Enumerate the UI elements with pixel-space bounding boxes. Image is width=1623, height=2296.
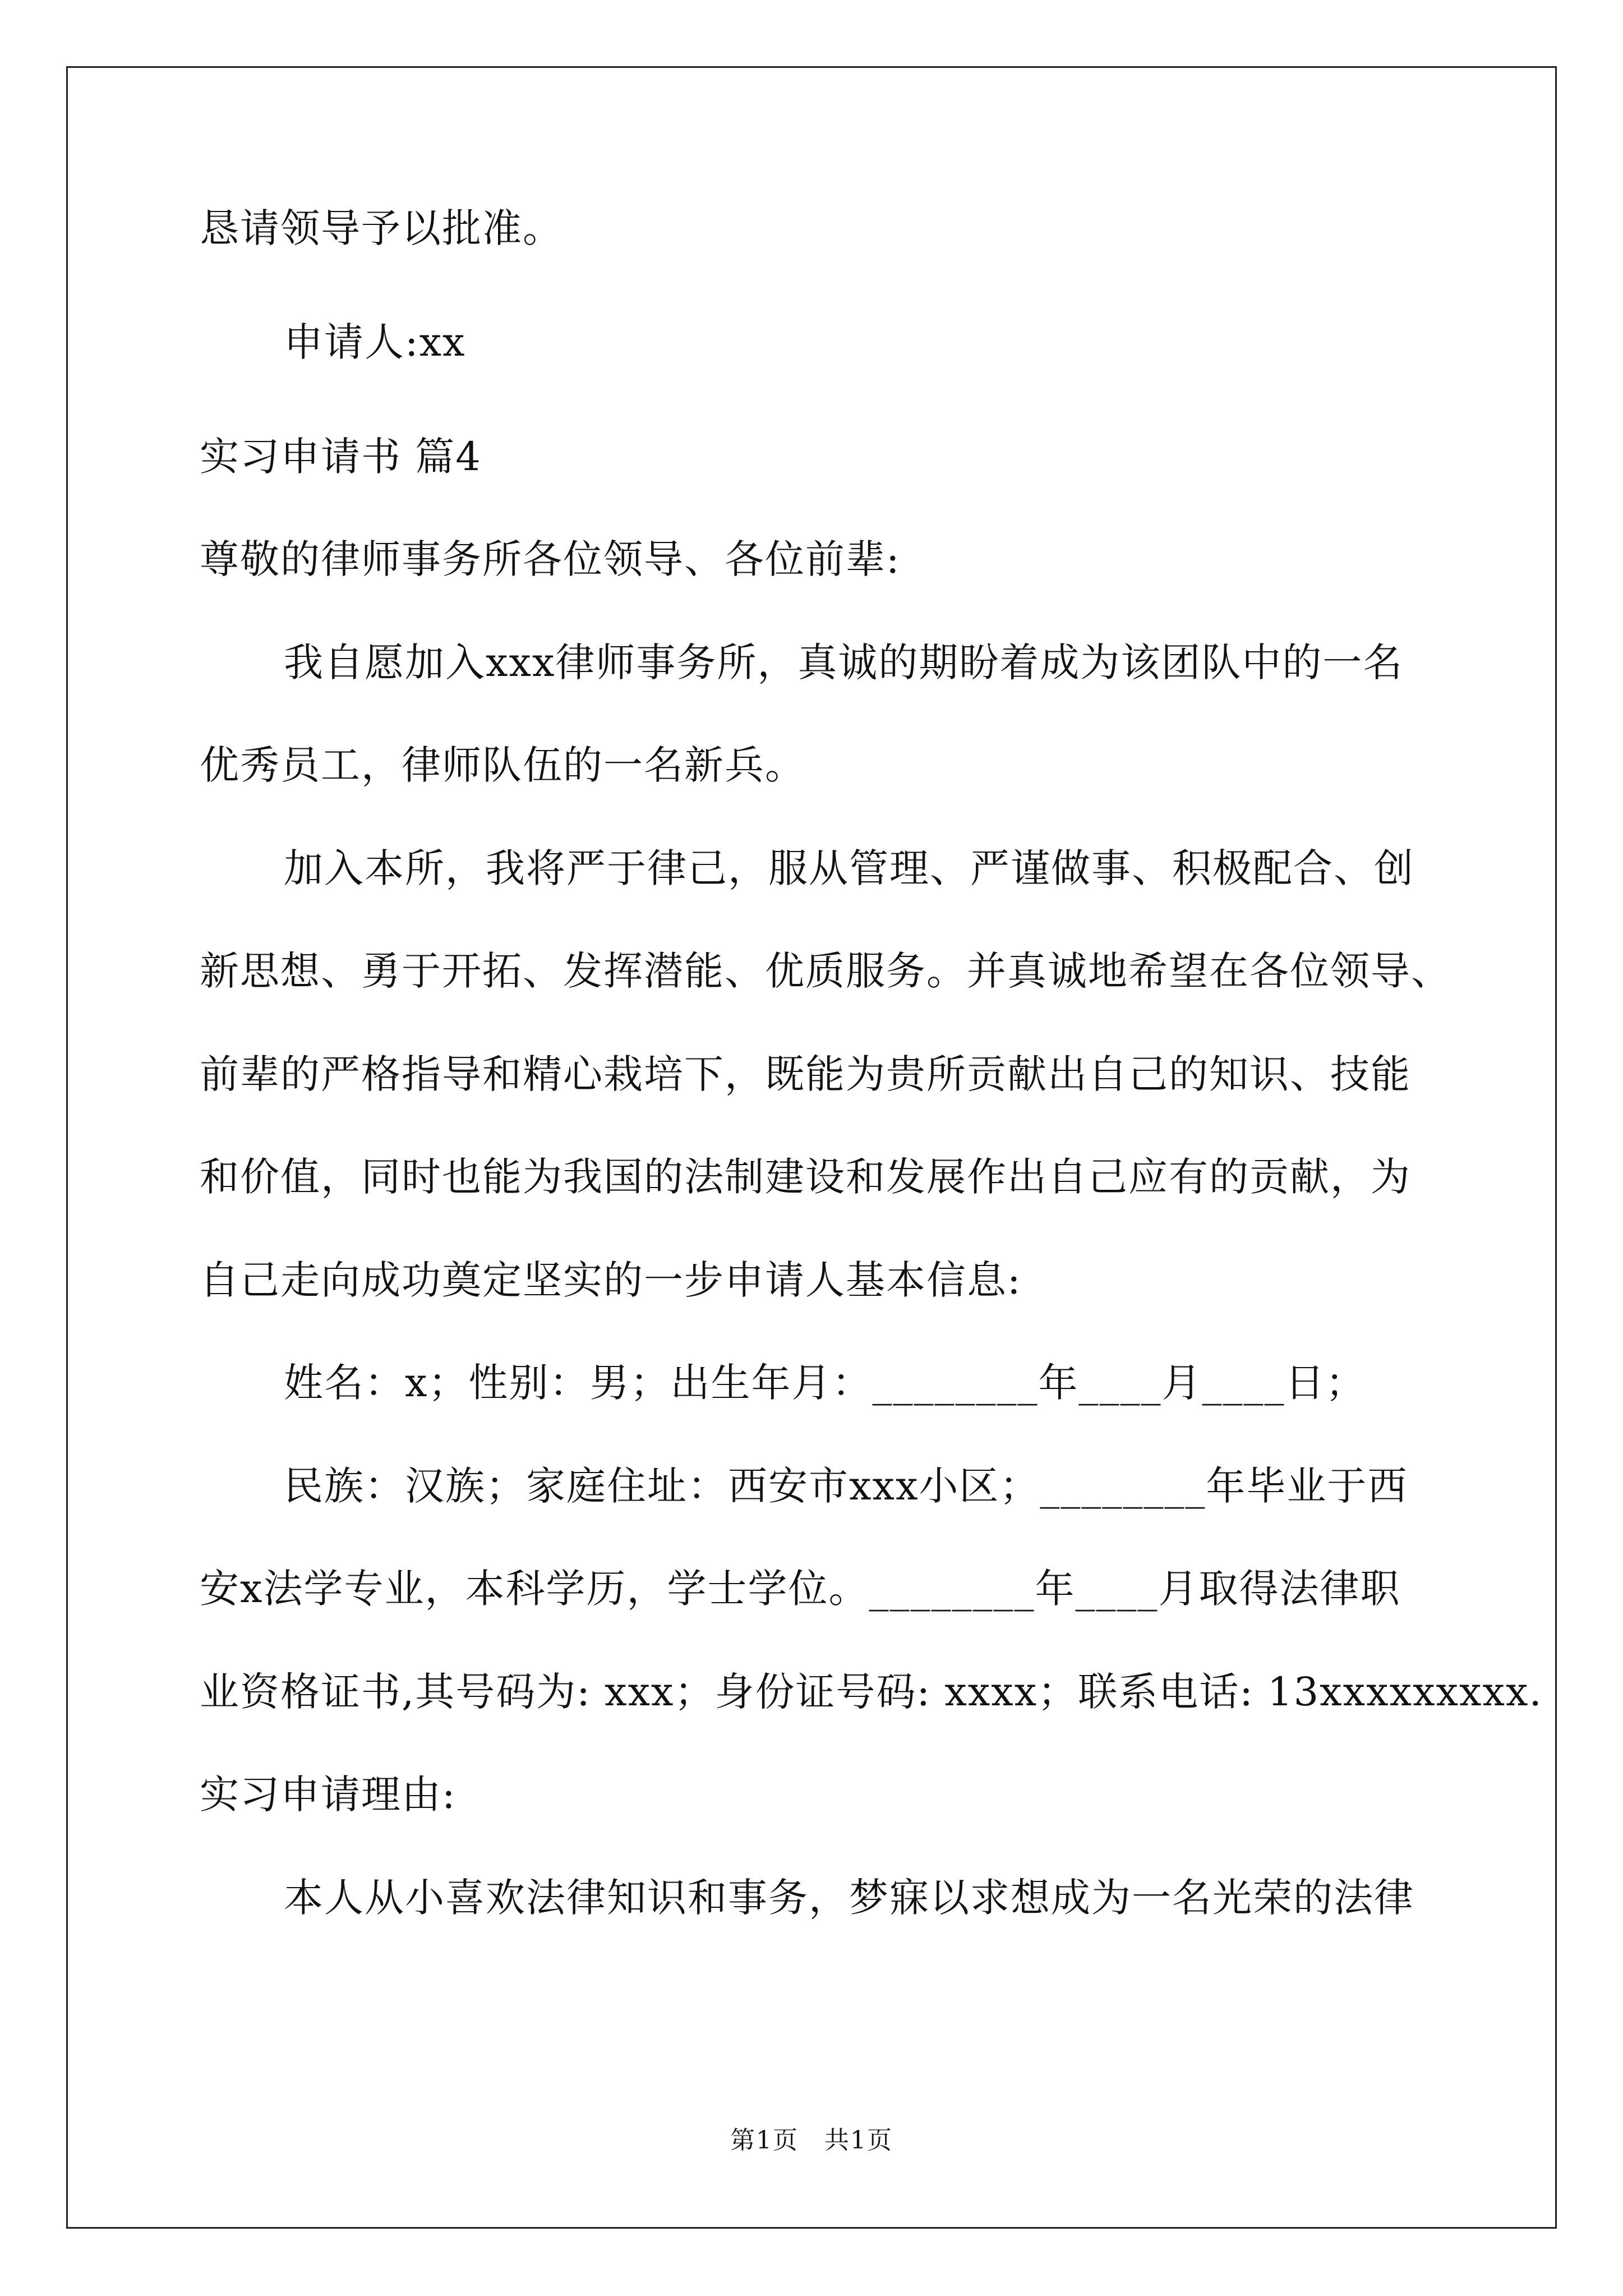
text-line-applicant: 申请人:xx: [284, 319, 466, 365]
text-line-commitment-4: 和价值，同时也能为我国的法制建设和发展作出自己应有的贡献，为: [200, 1154, 1411, 1200]
text-line-commitment-1: 加入本所，我将严于律己，服从管理、严谨做事、积极配合、创: [284, 845, 1414, 891]
text-line-commitment-2: 新思想、勇于开拓、发挥潜能、优质服务。并真诚地希望在各位领导、: [200, 948, 1451, 994]
text-line-education: 安x法学专业，本科学历，学士学位。________年____月取得法律职: [200, 1566, 1401, 1612]
section-heading-reason: 实习申请理由:: [200, 1772, 457, 1818]
text-line-commitment-5: 自己走向成功奠定坚实的一步申请人基本信息:: [200, 1257, 1022, 1303]
text-line-reason-1: 本人从小喜欢法律知识和事务，梦寐以求想成为一名光荣的法律: [284, 1875, 1414, 1921]
text-line-intro-1: 我自愿加入xxx律师事务所，真诚的期盼着成为该团队中的一名: [284, 639, 1404, 685]
text-line-personal-info: 姓名：x；性别：男；出生年月：________年____月____日；: [284, 1360, 1366, 1406]
section-heading: 实习申请书 篇4: [200, 434, 482, 480]
text-line-intro-2: 优秀员工，律师队伍的一名新兵。: [200, 742, 805, 788]
text-line-approval-request: 恳请领导予以批准。: [200, 205, 563, 251]
text-line-ethnicity-address: 民族：汉族；家庭住址：西安市xxx小区；________年毕业于西: [284, 1463, 1408, 1509]
text-line-commitment-3: 前辈的严格指导和精心栽培下，既能为贵所贡献出自己的知识、技能: [200, 1051, 1411, 1097]
text-line-certificate-contact: 业资格证书,其号码为: xxx；身份证号码: xxxx；联系电话: 13xxxxxxxxx.: [200, 1669, 1543, 1715]
page-number: 第1页 共1页: [730, 2126, 893, 2155]
salutation: 尊敬的律师事务所各位领导、各位前辈:: [200, 536, 901, 582]
